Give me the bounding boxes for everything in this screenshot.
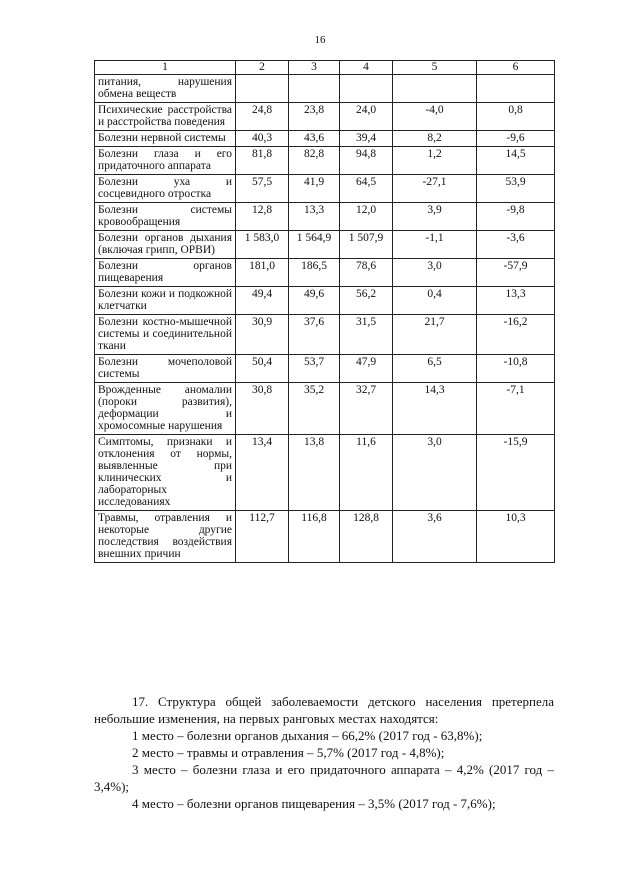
value-cell: 43,6 [289,131,340,147]
column-header: 4 [340,61,393,75]
value-cell: 14,5 [477,147,555,175]
column-header: 6 [477,61,555,75]
value-cell: 41,9 [289,175,340,203]
disease-class-cell: Симптомы, признаки и отклонения от нормы, выявленные при клинических и лабораторных исследованиях [95,435,236,511]
value-cell: 1 583,0 [236,231,289,259]
value-cell: 13,4 [236,435,289,511]
column-header: 3 [289,61,340,75]
value-cell: -10,8 [477,355,555,383]
value-cell: 37,6 [289,315,340,355]
value-cell: 181,0 [236,259,289,287]
value-cell [236,75,289,103]
value-cell: 82,8 [289,147,340,175]
value-cell: -57,9 [477,259,555,287]
value-cell: -3,6 [477,231,555,259]
disease-class-cell: Болезни уха и сосцевидного отростка [95,175,236,203]
table-row [95,259,555,287]
value-cell: 1 507,9 [340,231,393,259]
disease-class-cell: Болезни органов дыхания (включая грипп, ОРВИ) [95,231,236,259]
value-cell: 24,0 [340,103,393,131]
value-cell: 12,0 [340,203,393,231]
value-cell: 3,0 [393,435,477,511]
value-cell: 78,6 [340,259,393,287]
value-cell: 0,8 [477,103,555,131]
disease-class-cell: Болезни органов пищеварения [95,259,236,287]
morbidity-table [94,60,555,563]
value-cell: 13,3 [477,287,555,315]
value-cell [477,75,555,103]
ranking-item: 2 место – травмы и отравления – 5,7% (2017 год - 4,8%); [132,745,445,760]
table-row [95,75,555,103]
disease-class-cell: Травмы, отравления и некоторые другие последствия воздействия внешних причин [95,511,236,563]
value-cell: -9,8 [477,203,555,231]
page-number: 16 [314,34,326,46]
disease-class-cell: Болезни глаза и его придаточного аппарата [95,147,236,175]
value-cell: 10,3 [477,511,555,563]
ranking-item: 3 место – болезни глаза и его придаточного аппарата – 4,2% (2017 год – 3,4%); [94,762,554,794]
value-cell: 31,5 [340,315,393,355]
disease-class-cell: питания, нарушения обмена веществ [95,75,236,103]
value-cell: 128,8 [340,511,393,563]
value-cell: 3,0 [393,259,477,287]
value-cell: 53,9 [477,175,555,203]
table-row [95,435,555,511]
value-cell: 6,5 [393,355,477,383]
value-cell: -9,6 [477,131,555,147]
value-cell: -4,0 [393,103,477,131]
table-row [95,355,555,383]
value-cell: 24,8 [236,103,289,131]
ranking-item: 1 место – болезни органов дыхания – 66,2% (2017 год - 63,8%); [132,728,483,743]
value-cell [340,75,393,103]
value-cell: 0,4 [393,287,477,315]
value-cell: 94,8 [340,147,393,175]
disease-class-cell: Болезни мочеполовой системы [95,355,236,383]
value-cell: 12,8 [236,203,289,231]
value-cell: -16,2 [477,315,555,355]
column-header: 1 [95,61,236,75]
value-cell: 40,3 [236,131,289,147]
ranking-item: 4 место – болезни органов пищеварения – 3,5% (2017 год - 7,6%); [132,796,496,811]
table-row [95,287,555,315]
value-cell: 39,4 [340,131,393,147]
value-cell: 3,9 [393,203,477,231]
value-cell: 13,3 [289,203,340,231]
value-cell: 64,5 [340,175,393,203]
value-cell: 56,2 [340,287,393,315]
disease-class-cell: Врожденные аномалии (пороки развития), деформации и хромосомные нарушения [95,383,236,435]
table-row [95,103,555,131]
disease-class-cell: Болезни кожи и подкожной клетчатки [95,287,236,315]
value-cell: 1,2 [393,147,477,175]
value-cell: 116,8 [289,511,340,563]
value-cell: 112,7 [236,511,289,563]
table-row [95,203,555,231]
value-cell: 21,7 [393,315,477,355]
disease-class-cell: Болезни костно-мышечной системы и соединительной ткани [95,315,236,355]
table-row [95,231,555,259]
disease-class-cell: Психические расстройства и расстройства поведения [95,103,236,131]
value-cell [289,75,340,103]
disease-class-cell: Болезни нервной системы [95,131,236,147]
value-cell: -27,1 [393,175,477,203]
value-cell: 49,4 [236,287,289,315]
table-row [95,131,555,147]
value-cell: 3,6 [393,511,477,563]
value-cell: 14,3 [393,383,477,435]
value-cell: 49,6 [289,287,340,315]
column-header: 5 [393,61,477,75]
value-cell: 1 564,9 [289,231,340,259]
value-cell: 23,8 [289,103,340,131]
value-cell [393,75,477,103]
table-row [95,383,555,435]
value-cell: -7,1 [477,383,555,435]
disease-class-cell: Болезни системы кровообращения [95,203,236,231]
value-cell: 30,9 [236,315,289,355]
value-cell: 47,9 [340,355,393,383]
value-cell: 186,5 [289,259,340,287]
table-row [95,511,555,563]
value-cell: 32,7 [340,383,393,435]
section-paragraph: 17. Структура общей заболеваемости детского населения претерпела небольшие изменения, на первых ранговых местах находятся: [94,694,554,726]
table-row [95,315,555,355]
value-cell: -15,9 [477,435,555,511]
value-cell: 53,7 [289,355,340,383]
value-cell: 81,8 [236,147,289,175]
value-cell: 35,2 [289,383,340,435]
column-header: 2 [236,61,289,75]
value-cell: 57,5 [236,175,289,203]
value-cell: 13,8 [289,435,340,511]
value-cell: 30,8 [236,383,289,435]
value-cell: 11,6 [340,435,393,511]
table-row [95,147,555,175]
value-cell: -1,1 [393,231,477,259]
table-row [95,175,555,203]
value-cell: 50,4 [236,355,289,383]
value-cell: 8,2 [393,131,477,147]
table-header-row [95,61,555,75]
